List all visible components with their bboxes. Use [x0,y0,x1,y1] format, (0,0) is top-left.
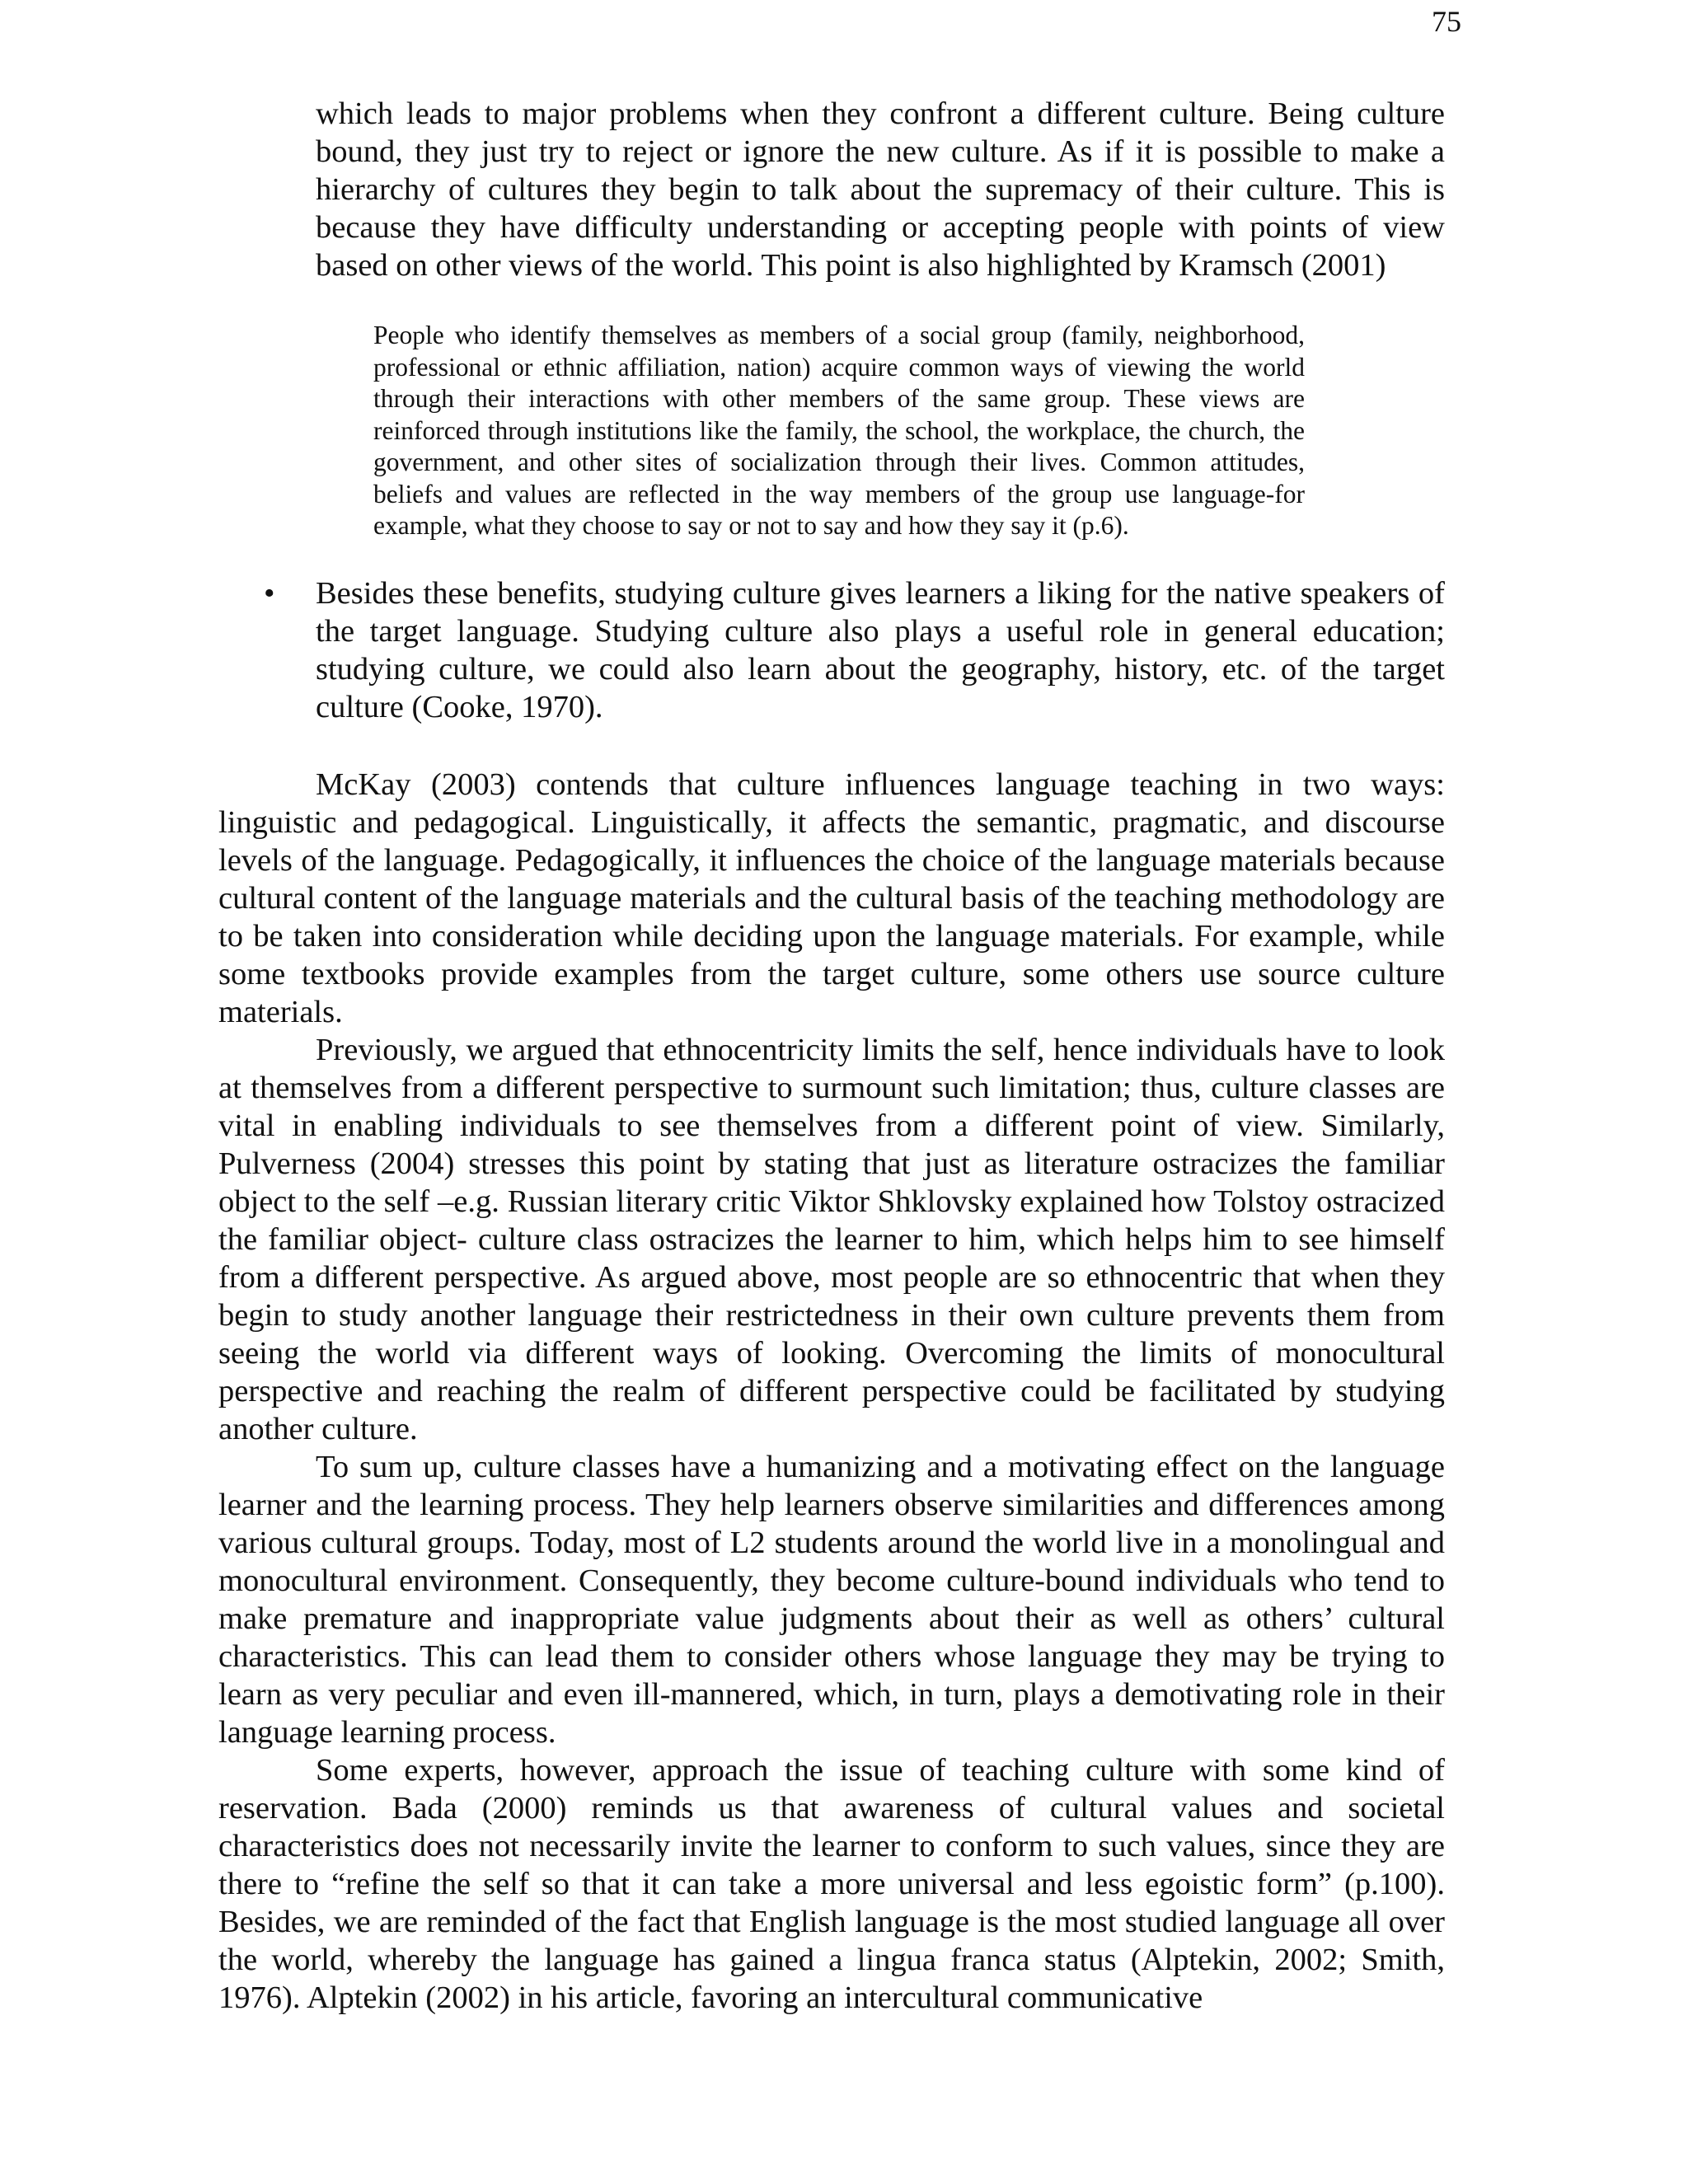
paragraph-reservation: Some experts, however, approach the issue of teaching culture with some kind of reservation. Bada (2000) reminds us that awareness of cultural values and societal characteristics does not necessarily invite the learner to conform to such values, since they are there to “refine the self so that it can take a more universal and less egoistic form” (p.100). Besides, we are reminded of the fact that English language is the most studied language all over the world, whereby the language has gained a lingua franca status (Alptekin, 2002; Smith, 1976). Alptekin (2002) in his article, favoring an intercultural communicative [218,1753,1445,2015]
paragraph-sum-up: To sum up, culture classes have a humanizing and a motivating effect on the language learner and the learning process. They help learners observe similarities and differences among various cultural groups. Today, most of L2 students around the world live in a monolingual and monocultural environment. Consequently, they become culture-bound individuals who tend to make premature and inappropriate value judgments about their as well as others’ cultural characteristics. This can lead them to consider others whose language they may be trying to learn as very peculiar and even ill-mannered, which, in turn, plays a demotivating role in their language learning process. [218,1450,1445,1750]
paragraph-ethnocentricity: Previously, we argued that ethnocentricity limits the self, hence individuals have to look at themselves from a different perspective to surmount such limitation; thus, culture classes are vital in enabling individuals to see themselves from a different point of view. Similarly, Pulverness (2004) stresses this point by stating that just as literature ostracizes the familiar object to the self –e.g. Russian literary critic Viktor Shklovsky explained how Tolstoy ostracized the familiar object- culture class ostracizes the learner to him, which helps him to see himself from a different perspective. As argued above, most people are so ethnocentric that when they begin to study another language their restrictedness in their own culture prevents them from seeing the world via different ways of looking. Overcoming the limits of monocultural perspective and reaching the realm of different perspective could be facilitated by studying another culture. [218,1033,1445,1446]
bullet-text: Besides these benefits, studying culture gives learners a liking for the native speakers of the target language. Studying culture also plays a useful role in general education; studying culture, we could also learn about the geography, history, etc. of the target culture (Cooke, 1970). [316,576,1445,724]
bullet-list-item [264,574,1445,726]
intro-paragraph: which leads to major problems when they confront a different culture. Being culture bound, they just try to reject or ignore the new culture. As if it is possible to make a hierarchy of cultures they begin to talk about the supremacy of their culture. This is because they have difficulty understanding or accepting people with points of view based on other views of the world. This point is also highlighted by Kramsch (2001) [316,96,1445,283]
bullet-icon: • [264,576,275,611]
block-quote: People who identify themselves as members of a social group (family, neighborhood, professional or ethnic affiliation, nation) acquire common ways of viewing the world through their interactions with other members of the same group. These views are reinforced through institutions like the family, the school, the workplace, the church, the government, and other sites of socialization through their lives. Common attitudes, beliefs and values are reflected in the way members of the group use language-for example, what they choose to say or not to say and how they say it (p.6). [373,321,1305,540]
main-body [218,766,1445,2017]
paragraph-mckay: McKay (2003) contends that culture influences language teaching in two ways: linguistic and pedagogical. Linguistically, it affects the semantic, pragmatic, and discourse levels of the language. Pedagogically, it influences the choice of the language materials because cultural content of the language materials and the cultural basis of the teaching methodology are to be taken into consideration while deciding upon the language materials. For example, while some textbooks provide examples from the target culture, some others use source culture materials. [218,767,1445,1029]
page-number: 75 [1432,5,1461,38]
